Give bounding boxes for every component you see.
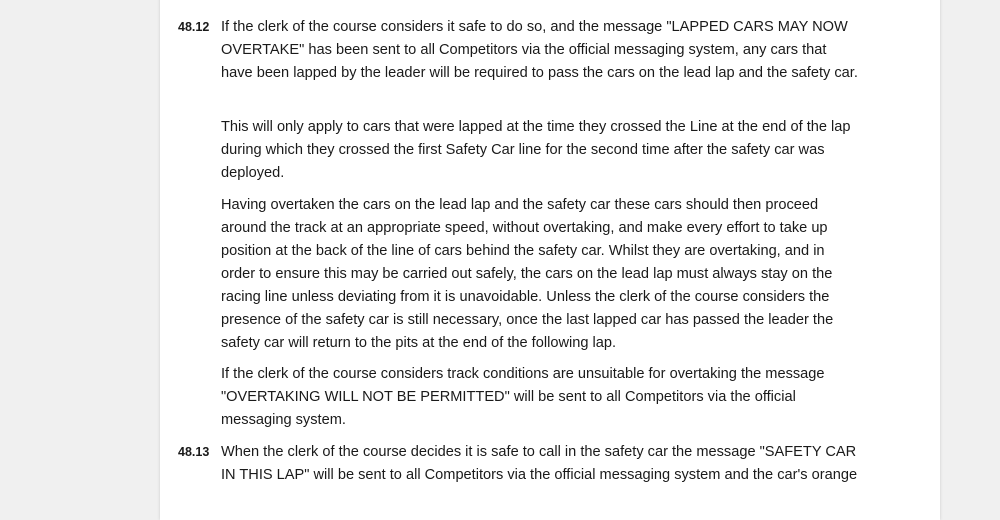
paragraph-2: This will only apply to cars that were lapped at the time they crossed the Line at the end of the lap during which they crossed the first Safety Car line for the second time after the safety car was deployed.: [221, 119, 851, 181]
paragraph-1: If the clerk of the course considers it safe to do so, and the message "LAPPED CARS MAY NOW OVERTAKE" has been sent to all Competitors via the official messaging system, any cars that have been lapped by the leader will be required to pass the cars on the lead lap and the safety car.: [221, 19, 858, 81]
document-page: [160, 0, 940, 520]
paragraph-3: Having overtaken the cars on the lead lap and the safety car these cars should then proceed around the track at an appropriate speed, without overtaking, and make every effort to take up position at the back of the line of cars behind the safety car. Whilst they are overtaking, and in order to ensure this may be carried out safely, the cars on the lead lap must always stay on the racing line unless deviating from it is unavoidable. Unless the clerk of the course considers the presence of the safety car is still necessary, once the last lapped car has passed the leader the safety car will return to the pits at the end of the following lap.: [221, 197, 834, 351]
paragraph-1: When the clerk of the course decides it is safe to call in the safety car the message "SAFETY CAR: [221, 444, 857, 460]
clause-number: 48.12: [178, 20, 210, 34]
paragraph-4: If the clerk of the course considers track conditions are unsuitable for overtaking the message "OVERTAKING WILL NOT BE PERMITTED" will be sent to all Competitors via the official messaging system.: [221, 366, 825, 428]
cutoff-line-bottom: IN THIS LAP" will be sent to all Competitors via the official messaging system and the car's orange: [221, 467, 858, 483]
clause-number: 48.13: [178, 445, 210, 459]
